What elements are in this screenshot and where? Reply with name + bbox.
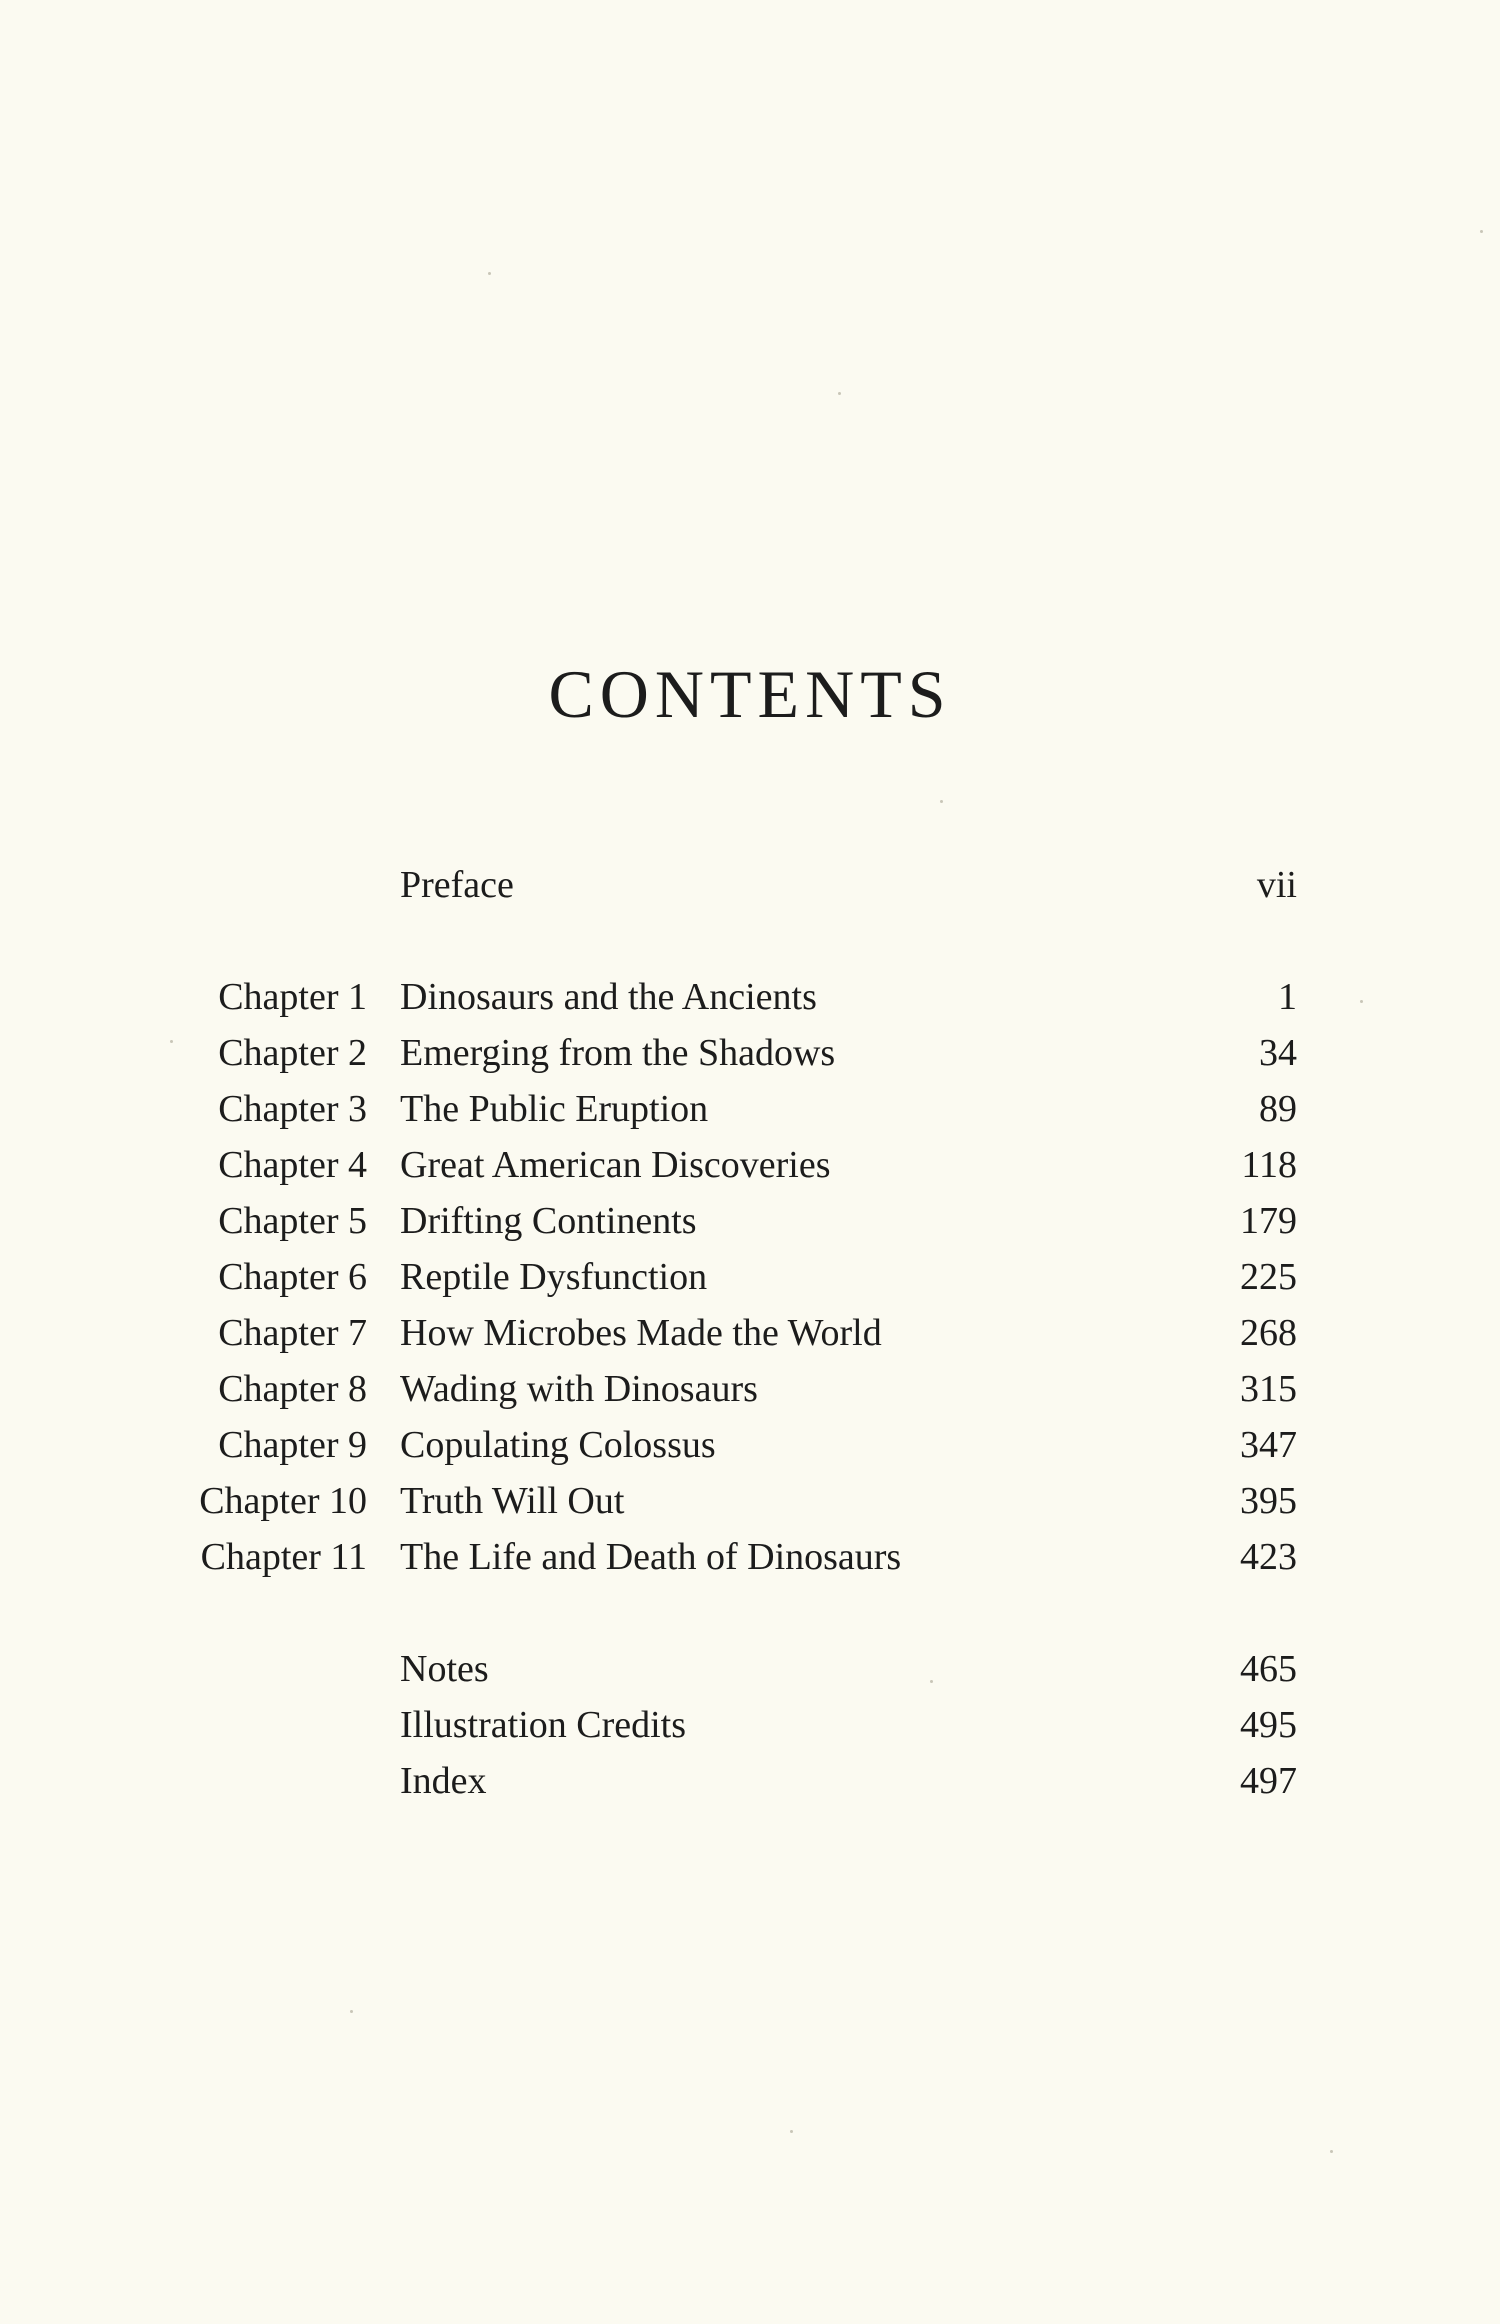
- toc-entry-title: The Public Eruption: [400, 1088, 709, 1130]
- paper-speck: [170, 1040, 173, 1043]
- toc-row-chapter-7[interactable]: [0, 1305, 1500, 1361]
- toc-row-chapter-10[interactable]: [0, 1473, 1500, 1529]
- toc-page-number: 1: [1278, 976, 1297, 1018]
- chapter-label: Chapter 7: [218, 1312, 367, 1354]
- chapter-label: Chapter 4: [218, 1144, 367, 1186]
- paper-speck: [790, 2130, 793, 2133]
- paper-speck: [350, 2010, 353, 2013]
- toc-entry-title: Index: [400, 1760, 487, 1802]
- chapter-label: Chapter 8: [218, 1368, 367, 1410]
- chapter-label: Chapter 2: [218, 1032, 367, 1074]
- toc-page-number: 465: [1240, 1648, 1297, 1690]
- toc-row-chapter-11[interactable]: [0, 1529, 1500, 1585]
- toc-row-chapter-2[interactable]: [0, 1025, 1500, 1081]
- chapter-label: Chapter 6: [218, 1256, 367, 1298]
- toc-page-number: 497: [1240, 1760, 1297, 1802]
- toc-row-chapter-8[interactable]: [0, 1361, 1500, 1417]
- toc-row-chapter-4[interactable]: [0, 1137, 1500, 1193]
- toc-page-number: 89: [1259, 1088, 1297, 1130]
- paper-speck: [488, 272, 491, 275]
- page-title: CONTENTS: [548, 656, 952, 732]
- paper-speck: [1360, 1000, 1363, 1003]
- toc-entry-title: Emerging from the Shadows: [400, 1032, 836, 1074]
- toc-page-number: 315: [1240, 1368, 1297, 1410]
- toc-page-number: vii: [1256, 864, 1297, 906]
- toc-page-number: 225: [1240, 1256, 1297, 1298]
- paper-speck: [838, 392, 841, 395]
- toc-entry-title: How Microbes Made the World: [400, 1312, 882, 1354]
- toc-entry-title: Drifting Continents: [400, 1200, 697, 1242]
- toc-row-chapter-9[interactable]: [0, 1417, 1500, 1473]
- toc-entry-title: Illustration Credits: [400, 1704, 687, 1746]
- toc-page-number: 423: [1240, 1536, 1297, 1578]
- toc-entry-title: Dinosaurs and the Ancients: [400, 976, 817, 1018]
- chapter-label: Chapter 9: [218, 1424, 367, 1466]
- toc-page-number: 347: [1240, 1424, 1297, 1466]
- toc-entry-title: Notes: [400, 1648, 489, 1690]
- chapter-label: Chapter 1: [218, 976, 367, 1018]
- toc-entry-title: Truth Will Out: [400, 1480, 625, 1522]
- paper-speck: [930, 1680, 933, 1683]
- toc-row-illustration-credits[interactable]: [0, 1697, 1500, 1753]
- toc-page-number: 118: [1241, 1144, 1297, 1186]
- toc-entry-title: Great American Discoveries: [400, 1144, 831, 1186]
- toc-entry-title: Preface: [400, 864, 514, 906]
- paper-speck: [1330, 2150, 1333, 2153]
- toc-page-number: 268: [1240, 1312, 1297, 1354]
- toc-entry-title: The Life and Death of Dinosaurs: [400, 1536, 902, 1578]
- chapter-label: Chapter 5: [218, 1200, 367, 1242]
- toc-page-number: 34: [1259, 1032, 1297, 1074]
- paper-speck: [1480, 230, 1483, 233]
- toc-row-notes[interactable]: [0, 1641, 1500, 1697]
- toc-page-number: 395: [1240, 1480, 1297, 1522]
- paper-speck: [940, 800, 943, 803]
- chapter-label: Chapter 3: [218, 1088, 367, 1130]
- toc-entry-title: Wading with Dinosaurs: [400, 1368, 758, 1410]
- toc-row-chapter-5[interactable]: [0, 1193, 1500, 1249]
- toc-page-number: 179: [1240, 1200, 1297, 1242]
- toc-entry-title: Reptile Dysfunction: [400, 1256, 708, 1298]
- toc-row-index[interactable]: [0, 1753, 1500, 1809]
- chapter-label: Chapter 11: [200, 1536, 367, 1578]
- toc-row-chapter-1[interactable]: [0, 969, 1500, 1025]
- toc-row-chapter-6[interactable]: [0, 1249, 1500, 1305]
- chapter-label: Chapter 10: [199, 1480, 367, 1522]
- toc-row-preface[interactable]: [0, 857, 1500, 913]
- toc-page-number: 495: [1240, 1704, 1297, 1746]
- toc-entry-title: Copulating Colossus: [400, 1424, 716, 1466]
- toc-row-chapter-3[interactable]: [0, 1081, 1500, 1137]
